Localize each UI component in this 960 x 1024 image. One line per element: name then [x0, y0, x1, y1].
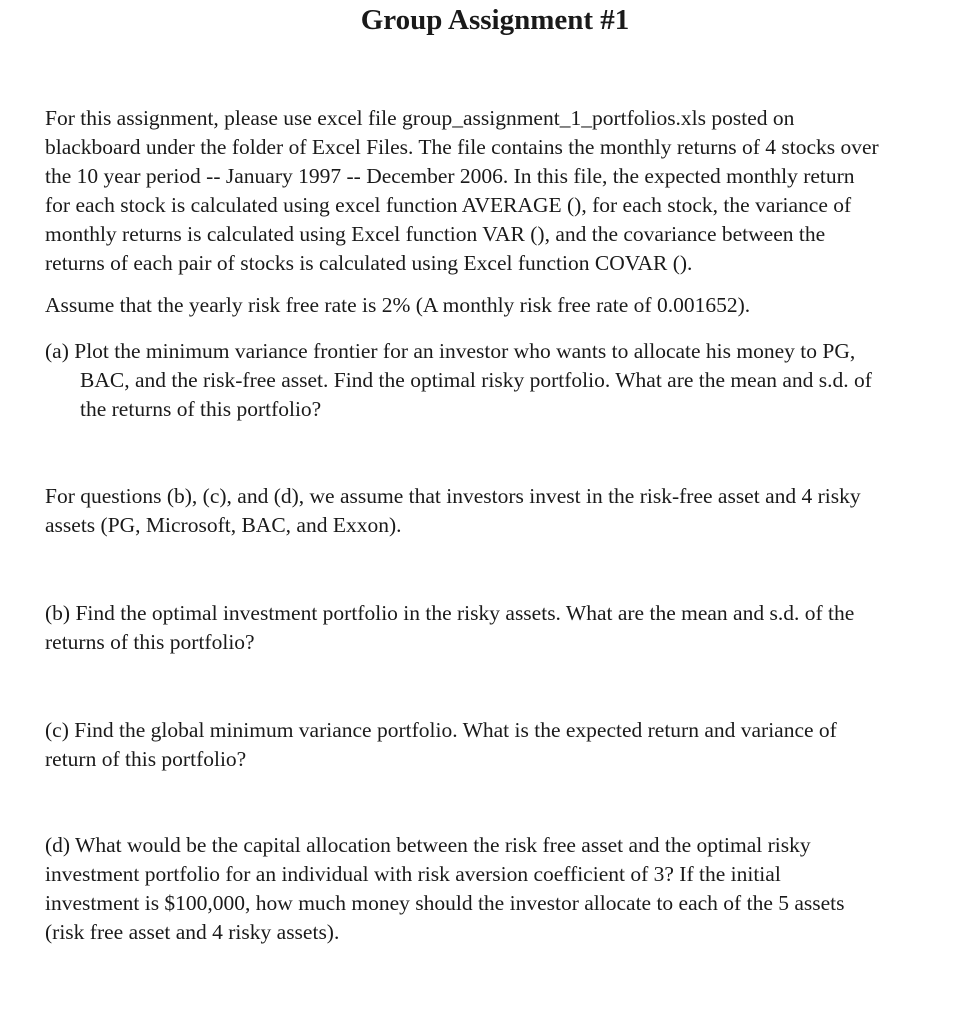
intro-line: the 10 year period -- January 1997 -- December 2006. In this file, the expected monthly return	[45, 164, 855, 188]
intro-paragraph	[45, 104, 879, 278]
intro-line: for each stock is calculated using excel function AVERAGE (), for each stock, the variance of	[45, 193, 852, 217]
note-line: assets (PG, Microsoft, BAC, and Exxon).	[45, 513, 402, 537]
question-d-line: (risk free asset and 4 risky assets).	[45, 920, 340, 944]
question-d	[45, 831, 845, 947]
question-a-line: (a) Plot the minimum variance frontier for an investor who wants to allocate his money to PG,	[45, 339, 856, 363]
question-a	[45, 337, 872, 424]
note-line: For questions (b), (c), and (d), we assume that investors invest in the risk-free asset and 4 risky	[45, 484, 861, 508]
question-c	[45, 716, 837, 774]
question-c-line: (c) Find the global minimum variance portfolio. What is the expected return and variance of	[45, 718, 837, 742]
question-b-line: (b) Find the optimal investment portfolio in the risky assets. What are the mean and s.d. of the	[45, 601, 855, 625]
question-a-line: the returns of this portfolio?	[80, 397, 322, 421]
questions-note	[45, 482, 861, 540]
intro-line: returns of each pair of stocks is calculated using Excel function COVAR ().	[45, 251, 693, 275]
assumption-text: Assume that the yearly risk free rate is 2% (A monthly risk free rate of 0.001652).	[45, 293, 751, 317]
question-b-line: returns of this portfolio?	[45, 630, 255, 654]
question-d-line: investment portfolio for an individual with risk aversion coefficient of 3? If the initial	[45, 862, 781, 886]
intro-line: For this assignment, please use excel file group_assignment_1_portfolios.xls posted on	[45, 106, 795, 130]
question-d-line: (d) What would be the capital allocation between the risk free asset and the optimal risky	[45, 833, 811, 857]
intro-line: monthly returns is calculated using Excel function VAR (), and the covariance between the	[45, 222, 826, 246]
question-d-line: investment is $100,000, how much money should the investor allocate to each of the 5 assets	[45, 891, 845, 915]
question-b	[45, 599, 854, 657]
page-title: Group Assignment #1	[360, 4, 630, 36]
question-a-line: BAC, and the risk-free asset. Find the optimal risky portfolio. What are the mean and s.d. of	[80, 368, 872, 392]
intro-line: blackboard under the folder of Excel Files. The file contains the monthly returns of 4 stocks over	[45, 135, 879, 159]
question-c-line: return of this portfolio?	[45, 747, 247, 771]
